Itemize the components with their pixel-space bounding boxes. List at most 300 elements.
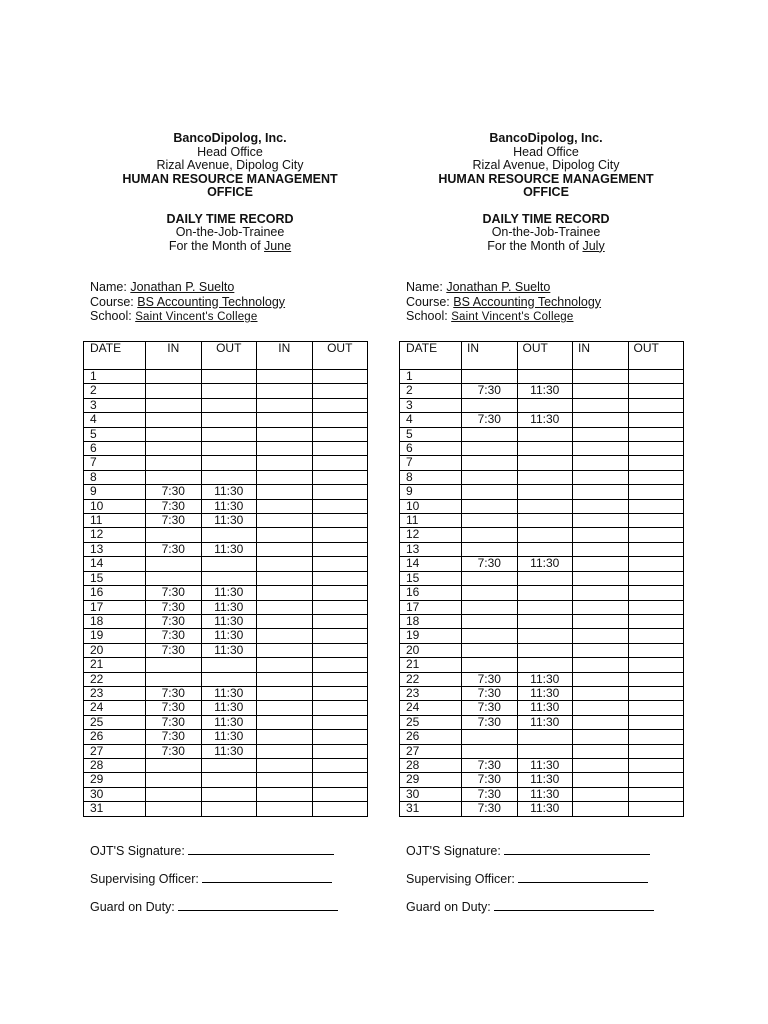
time-in-pm-cell — [573, 370, 629, 384]
table-row — [400, 773, 684, 787]
col-out-am: OUT — [201, 342, 257, 370]
date-cell: 9 — [84, 485, 146, 499]
table-row — [84, 730, 368, 744]
time-out-pm-cell — [312, 384, 368, 398]
record-title: DAILY TIME RECORD — [166, 211, 294, 226]
table-row — [400, 413, 684, 427]
time-out-pm-cell — [628, 542, 684, 556]
supervisor-signature-line[interactable] — [90, 872, 390, 900]
date-cell: 12 — [84, 528, 146, 542]
date-cell: 12 — [400, 528, 462, 542]
time-record-june — [80, 131, 380, 914]
time-out-pm-cell — [312, 715, 368, 729]
school-line — [90, 309, 380, 325]
time-in-am-cell: 7:30 — [146, 715, 202, 729]
time-out-pm-cell — [312, 427, 368, 441]
time-out-pm-cell — [628, 643, 684, 657]
table-row — [84, 715, 368, 729]
time-in-am-cell — [462, 398, 518, 412]
month-prefix: For the Month of — [487, 238, 579, 253]
table-row — [84, 773, 368, 787]
time-in-am-cell — [462, 470, 518, 484]
time-out-pm-cell — [628, 600, 684, 614]
time-out-am-cell — [517, 643, 573, 657]
table-row — [84, 427, 368, 441]
time-out-pm-cell — [628, 701, 684, 715]
guard-signature-line[interactable] — [90, 900, 390, 928]
date-cell: 28 — [400, 758, 462, 772]
time-out-pm-cell — [628, 730, 684, 744]
time-in-am-cell: 7:30 — [146, 586, 202, 600]
record-month-line — [80, 240, 380, 254]
time-in-am-cell — [146, 470, 202, 484]
time-in-am-cell: 7:30 — [462, 802, 518, 816]
time-out-pm-cell — [628, 413, 684, 427]
time-in-pm-cell — [573, 802, 629, 816]
time-in-pm-cell — [573, 398, 629, 412]
record-subtitle: On-the-Job-Trainee — [491, 225, 601, 239]
date-cell: 28 — [84, 758, 146, 772]
time-out-pm-cell — [628, 586, 684, 600]
table-row — [84, 672, 368, 686]
table-row — [400, 802, 684, 816]
time-in-pm-cell — [257, 557, 313, 571]
time-out-am-cell: 11:30 — [517, 773, 573, 787]
time-out-am-cell: 11:30 — [517, 787, 573, 801]
table-body — [400, 370, 684, 817]
trainee-info — [406, 280, 696, 325]
table-row — [84, 586, 368, 600]
date-cell: 6 — [400, 442, 462, 456]
table-row — [400, 715, 684, 729]
time-out-pm-cell — [628, 442, 684, 456]
school-value: Saint Vincent's College — [135, 311, 258, 323]
time-in-am-cell: 7:30 — [146, 643, 202, 657]
table-row — [400, 398, 684, 412]
time-in-am-cell: 7:30 — [462, 384, 518, 398]
date-cell: 7 — [400, 456, 462, 470]
time-in-pm-cell — [257, 571, 313, 585]
department-line1: HUMAN RESOURCE MANAGEMENT — [122, 171, 338, 186]
time-in-am-cell — [146, 802, 202, 816]
record-title: DAILY TIME RECORD — [482, 211, 610, 226]
date-cell: 25 — [84, 715, 146, 729]
name-label: Name: — [406, 280, 443, 294]
time-in-am-cell — [462, 370, 518, 384]
time-table — [83, 341, 368, 817]
table-row — [400, 571, 684, 585]
time-out-am-cell — [201, 398, 257, 412]
time-out-pm-cell — [312, 542, 368, 556]
time-out-am-cell — [517, 398, 573, 412]
table-row — [84, 614, 368, 628]
time-out-pm-cell — [312, 485, 368, 499]
table-row — [400, 758, 684, 772]
supervisor-label: Supervising Officer: — [406, 872, 515, 886]
table-row — [400, 470, 684, 484]
school-label: School: — [406, 309, 448, 323]
col-in-pm: IN — [257, 342, 313, 370]
time-out-pm-cell — [628, 758, 684, 772]
time-out-am-cell — [517, 470, 573, 484]
time-out-pm-cell — [312, 744, 368, 758]
time-out-pm-cell — [628, 384, 684, 398]
table-row — [84, 442, 368, 456]
table-row — [400, 643, 684, 657]
table-row — [84, 456, 368, 470]
date-cell: 17 — [84, 600, 146, 614]
time-out-pm-cell — [628, 773, 684, 787]
course-label: Course: — [90, 294, 134, 309]
time-in-am-cell — [462, 614, 518, 628]
time-out-pm-cell — [312, 413, 368, 427]
time-out-am-cell — [201, 758, 257, 772]
time-out-am-cell — [201, 470, 257, 484]
date-cell: 31 — [400, 802, 462, 816]
ojt-signature-blank[interactable] — [504, 844, 650, 855]
time-in-pm-cell — [573, 614, 629, 628]
time-out-pm-cell — [312, 787, 368, 801]
ojt-signature-label: OJT'S Signature: — [90, 844, 185, 858]
time-in-am-cell — [462, 514, 518, 528]
time-in-am-cell: 7:30 — [146, 600, 202, 614]
address: Rizal Avenue, Dipolog City — [472, 158, 620, 172]
table-row — [84, 557, 368, 571]
date-cell: 20 — [400, 643, 462, 657]
time-out-am-cell — [517, 744, 573, 758]
time-out-am-cell: 11:30 — [517, 701, 573, 715]
time-in-pm-cell — [573, 730, 629, 744]
table-row — [84, 701, 368, 715]
ojt-signature-line[interactable] — [406, 844, 706, 872]
time-out-am-cell — [517, 571, 573, 585]
time-in-am-cell — [462, 600, 518, 614]
time-in-pm-cell — [257, 384, 313, 398]
date-cell: 24 — [400, 701, 462, 715]
time-out-pm-cell — [628, 744, 684, 758]
time-in-pm-cell — [573, 427, 629, 441]
time-record-july — [396, 131, 696, 914]
time-in-pm-cell — [257, 413, 313, 427]
department-line2: OFFICE — [207, 185, 253, 199]
time-in-am-cell: 7:30 — [462, 686, 518, 700]
time-out-am-cell — [517, 658, 573, 672]
supervisor-signature-line[interactable] — [406, 872, 706, 900]
time-in-pm-cell — [573, 658, 629, 672]
time-out-pm-cell — [628, 427, 684, 441]
time-out-am-cell: 11:30 — [201, 542, 257, 556]
date-cell: 10 — [84, 499, 146, 513]
time-out-am-cell — [201, 384, 257, 398]
table-row — [84, 370, 368, 384]
time-in-pm-cell — [257, 658, 313, 672]
name-line — [90, 280, 380, 295]
date-cell: 15 — [400, 571, 462, 585]
time-out-pm-cell — [628, 528, 684, 542]
date-cell: 17 — [400, 600, 462, 614]
time-in-pm-cell — [257, 730, 313, 744]
table-row — [84, 787, 368, 801]
time-out-am-cell — [517, 442, 573, 456]
time-out-am-cell: 11:30 — [517, 758, 573, 772]
time-in-am-cell — [146, 758, 202, 772]
guard-signature-line[interactable] — [406, 900, 706, 928]
time-out-pm-cell — [312, 514, 368, 528]
supervisor-signature-blank[interactable] — [518, 872, 648, 883]
date-cell: 8 — [84, 470, 146, 484]
time-out-am-cell — [517, 499, 573, 513]
time-out-am-cell — [201, 557, 257, 571]
time-out-am-cell — [201, 672, 257, 686]
time-in-pm-cell — [573, 413, 629, 427]
time-in-am-cell — [146, 427, 202, 441]
time-out-am-cell: 11:30 — [201, 643, 257, 657]
time-out-pm-cell — [628, 370, 684, 384]
time-in-am-cell — [146, 528, 202, 542]
col-out-pm: OUT — [628, 342, 684, 370]
time-in-am-cell — [462, 586, 518, 600]
time-in-am-cell: 7:30 — [462, 672, 518, 686]
date-cell: 27 — [400, 744, 462, 758]
time-out-am-cell — [201, 370, 257, 384]
table-row — [400, 370, 684, 384]
time-in-pm-cell — [257, 528, 313, 542]
time-out-am-cell: 11:30 — [517, 384, 573, 398]
table-row — [400, 672, 684, 686]
date-cell: 11 — [84, 514, 146, 528]
date-cell: 8 — [400, 470, 462, 484]
company-name: BancoDipolog, Inc. — [489, 131, 603, 145]
time-in-am-cell — [146, 384, 202, 398]
supervisor-label: Supervising Officer: — [90, 872, 199, 886]
date-cell: 30 — [84, 787, 146, 801]
time-in-am-cell — [146, 571, 202, 585]
course-line — [406, 295, 696, 310]
time-in-am-cell — [462, 542, 518, 556]
time-in-pm-cell — [257, 758, 313, 772]
date-cell: 26 — [400, 730, 462, 744]
time-in-pm-cell — [257, 600, 313, 614]
time-in-am-cell — [146, 456, 202, 470]
time-in-pm-cell — [573, 557, 629, 571]
time-out-pm-cell — [312, 614, 368, 628]
time-in-am-cell — [146, 370, 202, 384]
time-in-am-cell: 7:30 — [462, 773, 518, 787]
name-value: Jonathan P. Suelto — [446, 280, 551, 294]
time-in-am-cell: 7:30 — [462, 787, 518, 801]
time-table — [399, 341, 684, 817]
time-in-pm-cell — [573, 744, 629, 758]
time-out-pm-cell — [312, 773, 368, 787]
time-in-pm-cell — [257, 715, 313, 729]
time-out-pm-cell — [312, 586, 368, 600]
record-month-line — [396, 240, 696, 254]
time-out-am-cell — [201, 773, 257, 787]
time-in-pm-cell — [257, 787, 313, 801]
time-out-am-cell — [517, 629, 573, 643]
branch-name: Head Office — [513, 144, 579, 159]
time-out-pm-cell — [628, 485, 684, 499]
date-cell: 13 — [84, 542, 146, 556]
time-out-am-cell — [201, 658, 257, 672]
time-in-am-cell — [146, 787, 202, 801]
time-in-pm-cell — [257, 802, 313, 816]
time-out-am-cell — [517, 427, 573, 441]
time-out-am-cell — [517, 586, 573, 600]
time-in-pm-cell — [573, 485, 629, 499]
time-in-pm-cell — [257, 442, 313, 456]
time-in-am-cell — [462, 427, 518, 441]
date-cell: 1 — [400, 370, 462, 384]
time-in-am-cell — [146, 398, 202, 412]
time-out-am-cell: 11:30 — [201, 586, 257, 600]
table-row — [400, 485, 684, 499]
time-out-am-cell — [201, 571, 257, 585]
time-out-am-cell — [201, 802, 257, 816]
time-in-am-cell — [146, 413, 202, 427]
time-out-am-cell: 11:30 — [201, 600, 257, 614]
table-row — [84, 528, 368, 542]
time-out-am-cell — [201, 427, 257, 441]
time-out-am-cell — [201, 787, 257, 801]
branch-name: Head Office — [197, 144, 263, 159]
guard-signature-blank[interactable] — [494, 900, 654, 911]
record-header — [396, 132, 696, 253]
time-in-am-cell — [462, 528, 518, 542]
supervisor-signature-blank[interactable] — [202, 872, 332, 883]
time-in-pm-cell — [257, 629, 313, 643]
time-out-pm-cell — [312, 456, 368, 470]
time-out-am-cell: 11:30 — [201, 499, 257, 513]
table-row — [84, 485, 368, 499]
date-cell: 18 — [400, 614, 462, 628]
time-in-am-cell — [462, 456, 518, 470]
table-row — [84, 542, 368, 556]
table-row — [84, 643, 368, 657]
col-date: DATE — [84, 342, 146, 370]
time-in-am-cell: 7:30 — [146, 686, 202, 700]
time-out-am-cell — [517, 542, 573, 556]
time-out-am-cell — [517, 528, 573, 542]
table-row — [84, 686, 368, 700]
time-in-pm-cell — [573, 672, 629, 686]
table-row — [400, 557, 684, 571]
table-row — [84, 413, 368, 427]
time-in-pm-cell — [257, 744, 313, 758]
time-out-pm-cell — [312, 528, 368, 542]
table-row — [84, 802, 368, 816]
time-out-am-cell — [201, 442, 257, 456]
table-row — [84, 470, 368, 484]
time-in-pm-cell — [257, 398, 313, 412]
time-in-pm-cell — [573, 528, 629, 542]
ojt-signature-line[interactable] — [90, 844, 390, 872]
company-name: BancoDipolog, Inc. — [173, 131, 287, 145]
date-cell: 11 — [400, 514, 462, 528]
date-cell: 27 — [84, 744, 146, 758]
time-out-am-cell: 11:30 — [201, 701, 257, 715]
date-cell: 26 — [84, 730, 146, 744]
date-cell: 29 — [84, 773, 146, 787]
date-cell: 16 — [84, 586, 146, 600]
time-in-pm-cell — [257, 614, 313, 628]
time-in-pm-cell — [573, 758, 629, 772]
time-out-pm-cell — [312, 730, 368, 744]
date-cell: 6 — [84, 442, 146, 456]
time-in-am-cell: 7:30 — [146, 542, 202, 556]
date-cell: 23 — [400, 686, 462, 700]
date-cell: 15 — [84, 571, 146, 585]
date-cell: 7 — [84, 456, 146, 470]
table-row — [400, 528, 684, 542]
table-row — [400, 787, 684, 801]
signature-block — [90, 844, 390, 928]
time-out-am-cell: 11:30 — [517, 802, 573, 816]
time-in-pm-cell — [257, 514, 313, 528]
time-out-pm-cell — [312, 629, 368, 643]
time-out-pm-cell — [628, 802, 684, 816]
time-out-am-cell: 11:30 — [201, 629, 257, 643]
time-out-pm-cell — [628, 499, 684, 513]
time-out-am-cell — [517, 600, 573, 614]
time-out-am-cell — [517, 456, 573, 470]
time-out-pm-cell — [628, 629, 684, 643]
time-out-pm-cell — [312, 370, 368, 384]
name-value: Jonathan P. Suelto — [130, 280, 235, 294]
date-cell: 1 — [84, 370, 146, 384]
table-header-row — [84, 342, 368, 370]
guard-signature-blank[interactable] — [178, 900, 338, 911]
time-out-am-cell: 11:30 — [201, 686, 257, 700]
time-out-pm-cell — [628, 715, 684, 729]
time-in-pm-cell — [573, 514, 629, 528]
time-in-pm-cell — [573, 470, 629, 484]
ojt-signature-blank[interactable] — [188, 844, 334, 855]
date-cell: 9 — [400, 485, 462, 499]
time-in-pm-cell — [573, 542, 629, 556]
col-in-pm: IN — [573, 342, 629, 370]
signature-block — [406, 844, 706, 928]
time-in-pm-cell — [573, 384, 629, 398]
time-in-pm-cell — [573, 643, 629, 657]
date-cell: 30 — [400, 787, 462, 801]
month-prefix: For the Month of — [168, 238, 261, 253]
table-body — [84, 370, 368, 817]
table-row — [400, 586, 684, 600]
department-line2: OFFICE — [523, 185, 569, 199]
time-in-pm-cell — [257, 586, 313, 600]
time-out-pm-cell — [628, 658, 684, 672]
time-in-pm-cell — [257, 686, 313, 700]
time-in-am-cell — [146, 442, 202, 456]
date-cell: 23 — [84, 686, 146, 700]
table-row — [84, 499, 368, 513]
date-cell: 24 — [84, 701, 146, 715]
time-out-am-cell: 11:30 — [517, 715, 573, 729]
time-out-pm-cell — [628, 456, 684, 470]
time-out-pm-cell — [312, 571, 368, 585]
time-out-pm-cell — [628, 398, 684, 412]
table-row — [400, 384, 684, 398]
time-in-am-cell: 7:30 — [462, 413, 518, 427]
table-row — [84, 629, 368, 643]
table-row — [400, 629, 684, 643]
time-in-am-cell — [462, 442, 518, 456]
date-cell: 22 — [84, 672, 146, 686]
time-in-pm-cell — [257, 773, 313, 787]
time-out-am-cell: 11:30 — [201, 614, 257, 628]
time-out-pm-cell — [628, 571, 684, 585]
